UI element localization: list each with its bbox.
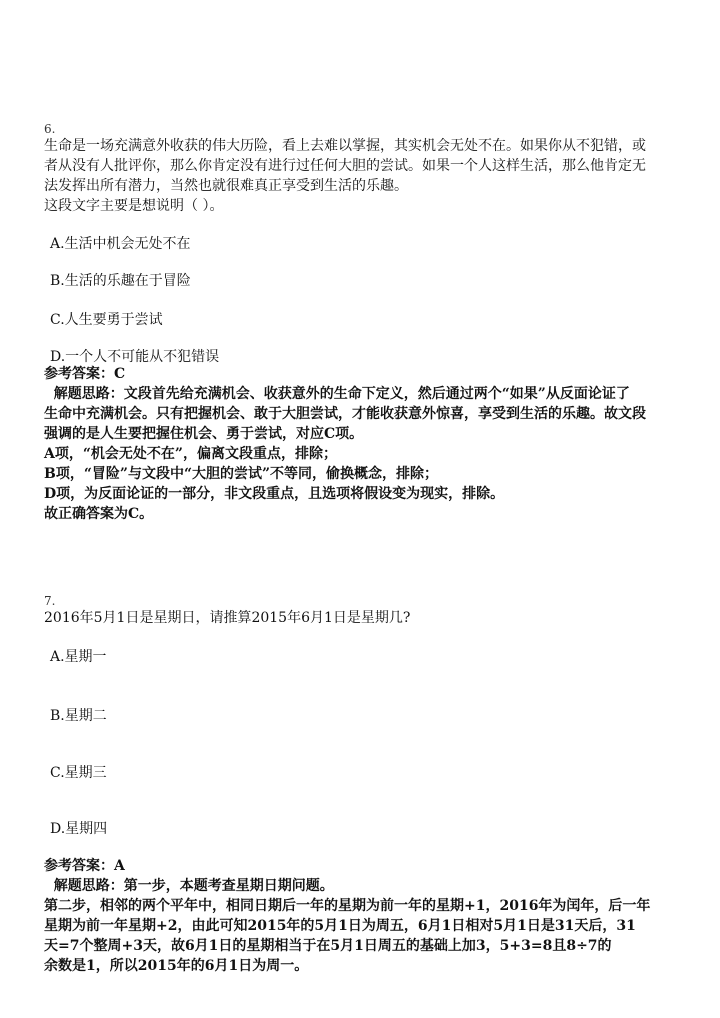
- analysis-line: D项，为反面论证的一部分，非文段重点，且选项将假设变为现实，排除。: [44, 486, 505, 502]
- answer-block: [44, 364, 684, 524]
- analysis-line: 解题思路：第一步，本题考查星期日期问题。: [44, 878, 334, 894]
- analysis-line: 解题思路：文段首先给充满机会、收获意外的生命下定义，然后通过两个“如果”从反面论证了: [44, 386, 630, 402]
- analysis-line: 第二步，相邻的两个平年中，相同日期后一年的星期为前一年的星期+1，2016年为闰年，后一年: [44, 898, 651, 914]
- question-6: [44, 122, 684, 216]
- option-c: C.人生要勇于尝试: [50, 312, 163, 328]
- analysis-line: 生命中充满机会。只有把握机会、敢于大胆尝试，才能收获意外惊喜，享受到生活的乐趣。故文段: [44, 406, 646, 422]
- option-c: C.星期三: [50, 765, 107, 781]
- analysis-line: A项，“机会无处不在”，偏离文段重点，排除；: [44, 446, 337, 462]
- answer-block: [44, 856, 684, 976]
- option-a: A.星期一: [50, 649, 107, 665]
- question-stem: 者从没有人批评你，那么你肯定没有进行过任何大胆的尝试。如果一个人这样生活，那么他肯定无: [44, 158, 646, 174]
- question-stem: 这段文字主要是想说明（ ）。: [44, 198, 224, 214]
- question-stem: 生命是一场充满意外收获的伟大历险，看上去难以掌握，其实机会无处不在。如果你从不犯错，或: [44, 138, 646, 154]
- analysis-line: 故正确答案为C。: [44, 506, 154, 522]
- option-b: B.生活的乐趣在于冒险: [50, 273, 191, 289]
- question-number: 6.: [44, 122, 56, 136]
- option-d: D.星期四: [50, 821, 108, 837]
- analysis-line: 星期为前一年星期+2，由此可知2015年的5月1日为周五，6月1日相对5月1日是31天后，31: [44, 918, 636, 934]
- question-stem: 法发挥出所有潜力，当然也就很难真正享受到生活的乐趣。: [44, 178, 408, 194]
- analysis-line: 余数是1，所以2015年的6月1日为周一。: [44, 958, 309, 974]
- option-b: B.星期二: [50, 708, 107, 724]
- answer-label: 参考答案：C: [44, 366, 126, 382]
- question-number: 7.: [44, 594, 56, 608]
- analysis-line: 天=7个整周+3天，故6月1日的星期相当于在5月1日周五的基础上加3，5+3=8且8÷7的: [44, 938, 612, 954]
- question-7: [44, 594, 684, 628]
- analysis-line: 强调的是人生要把握住机会、勇于尝试，对应C项。: [44, 426, 364, 442]
- answer-label: 参考答案：A: [44, 858, 125, 874]
- option-d: D.一个人不可能从不犯错误: [50, 349, 220, 365]
- analysis-line: B项，“冒险”与文段中“大胆的尝试”不等同，偷换概念，排除；: [44, 466, 439, 482]
- option-a: A.生活中机会无处不在: [50, 236, 191, 252]
- question-stem: 2016年5月1日是星期日，请推算2015年6月1日是星期几?: [44, 610, 411, 626]
